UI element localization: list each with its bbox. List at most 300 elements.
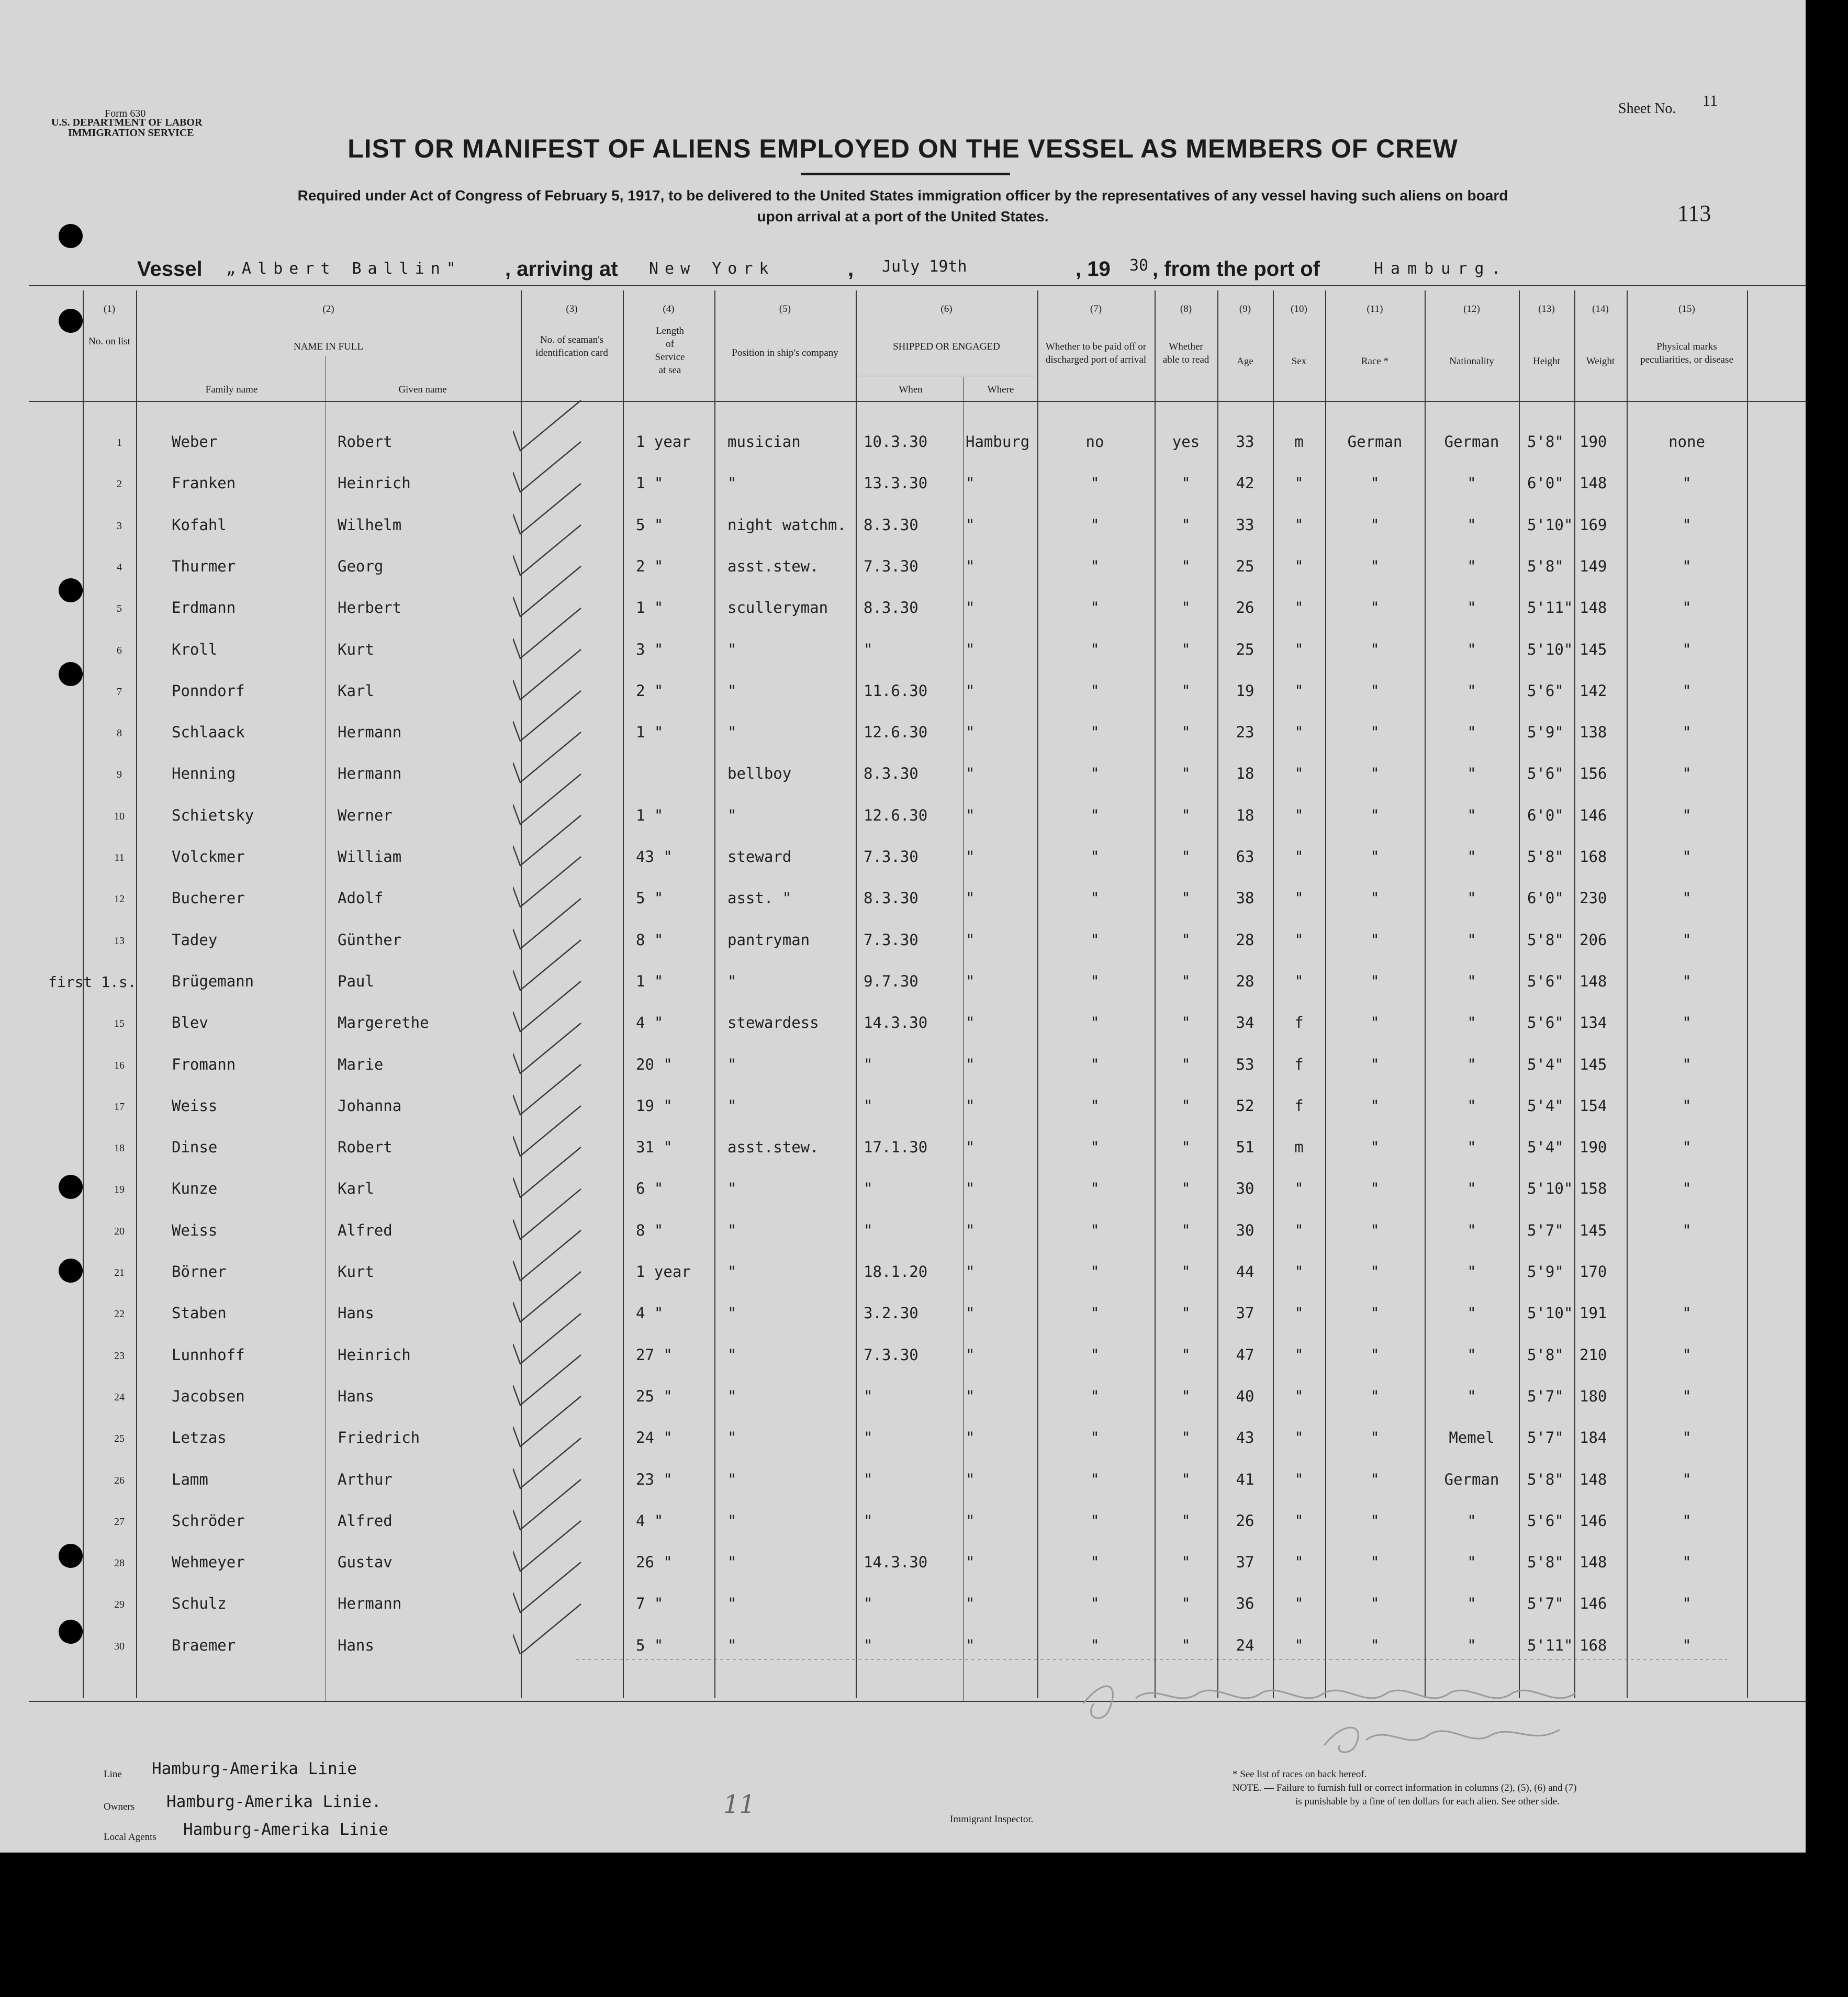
inspector-label: Immigrant Inspector.: [950, 1814, 1034, 1825]
cell-height: 5'7": [1527, 1595, 1564, 1612]
cell-given: Hans: [338, 1304, 374, 1322]
cell-paid: ": [1090, 1097, 1100, 1115]
cell-weight: 170: [1580, 1263, 1607, 1281]
cell-nationality: ": [1467, 557, 1476, 575]
cell-nationality: ": [1467, 1014, 1476, 1031]
cell-race: ": [1370, 1056, 1380, 1073]
column-divider: [136, 290, 137, 1698]
cell-height: 5'9": [1527, 723, 1564, 741]
cell-race: ": [1370, 1221, 1380, 1239]
col-num: (2): [322, 304, 334, 315]
cell-height: 5'7": [1527, 1429, 1564, 1446]
cell-given: Hermann: [338, 723, 402, 741]
cell-height: 5'8": [1527, 433, 1564, 451]
check-stroke: [513, 940, 581, 990]
cell-read: ": [1181, 557, 1191, 575]
cell-weight: 154: [1580, 1097, 1607, 1115]
cell-given: Werner: [338, 806, 393, 824]
cell-height: 5'8": [1527, 1346, 1564, 1364]
cell-marks: ": [1682, 848, 1692, 866]
column-divider: [83, 290, 84, 1698]
cell-position: ": [727, 1263, 737, 1281]
cell-nationality: ": [1467, 723, 1476, 741]
cell-read: ": [1181, 1387, 1191, 1405]
cell-where: ": [966, 1221, 975, 1239]
row-number: 25: [114, 1433, 125, 1444]
cell-height: 5'10": [1527, 516, 1573, 534]
column-divider: [714, 290, 715, 1698]
punch-hole: [59, 1544, 83, 1568]
cell-age: 47: [1236, 1346, 1255, 1364]
cell-family: Schlaack: [172, 723, 245, 741]
cell-given: Hans: [338, 1636, 374, 1654]
cell-where: ": [966, 474, 975, 492]
cell-race: ": [1370, 1138, 1380, 1156]
cell-family: Staben: [172, 1304, 227, 1322]
cell-marks: none: [1668, 433, 1705, 451]
cell-height: 5'7": [1527, 1387, 1564, 1405]
cell-nationality: ": [1467, 599, 1476, 616]
cell-read: ": [1181, 474, 1191, 492]
cell-height: 6'0": [1527, 474, 1564, 492]
row-number: 11: [114, 852, 125, 863]
cell-weight: 169: [1580, 516, 1607, 534]
cell-race: ": [1370, 848, 1380, 866]
row-number: 27: [114, 1516, 125, 1528]
cell-paid: ": [1090, 889, 1100, 907]
cell-where: ": [966, 1512, 975, 1530]
requirement-text-1: Required under Act of Congress of February 5, 1917, to be delivered to the United States immigration officer by the representatives of any vessel having such aliens on board: [297, 187, 1508, 204]
cell-position: ": [727, 1471, 737, 1488]
cell-position: ": [727, 1097, 737, 1115]
col-header-sex: Sex: [1291, 356, 1307, 367]
cell-family: Jacobsen: [172, 1387, 245, 1405]
cell-weight: 191: [1580, 1304, 1607, 1322]
cell-paid: ": [1090, 1180, 1100, 1197]
row-number: 6: [117, 645, 122, 656]
cell-marks: ": [1682, 641, 1692, 658]
cell-age: 24: [1236, 1636, 1255, 1654]
department-name: U.S. DEPARTMENT OF LABOR: [51, 117, 203, 128]
cell-family: Kroll: [172, 641, 218, 658]
check-stroke: [513, 484, 581, 534]
col-num: (10): [1291, 304, 1307, 315]
check-stroke: [513, 815, 581, 866]
cell-marks: ": [1682, 1221, 1692, 1239]
cell-sex: ": [1294, 1471, 1304, 1488]
col-header-family: Family name: [205, 384, 258, 395]
cell-sex: ": [1294, 1553, 1304, 1571]
cell-marks: ": [1682, 1346, 1692, 1364]
cell-weight: 206: [1580, 931, 1607, 949]
col-header-where: Where: [987, 384, 1014, 395]
cell-age: 37: [1236, 1553, 1255, 1571]
cell-nationality: ": [1467, 516, 1476, 534]
penalty-note-2: is punishable by a fine of ten dollars for each alien. See other side.: [1295, 1796, 1560, 1807]
vessel-name: „Albert Ballin": [226, 260, 462, 278]
cell-marks: ": [1682, 1180, 1692, 1197]
cell-where: ": [966, 1138, 975, 1156]
check-stroke: [513, 1438, 581, 1488]
col-num: (5): [779, 304, 791, 315]
cell-weight: 148: [1580, 474, 1607, 492]
cell-when: 8.3.30: [864, 516, 919, 534]
row-number: 26: [114, 1475, 125, 1486]
col-num: (12): [1463, 304, 1480, 315]
col-header-height: Height: [1533, 356, 1560, 367]
cell-position: ": [727, 723, 737, 741]
cell-read: ": [1181, 1014, 1191, 1031]
cell-marks: ": [1682, 1304, 1692, 1322]
cell-race: ": [1370, 1346, 1380, 1364]
cell-given: Georg: [338, 557, 384, 575]
cell-nationality: ": [1467, 1180, 1476, 1197]
cell-read: ": [1181, 1263, 1191, 1281]
cell-when: 12.6.30: [864, 723, 928, 741]
cell-nationality: ": [1467, 1512, 1476, 1530]
cell-paid: ": [1090, 1429, 1100, 1446]
cell-position: ": [727, 474, 737, 492]
column-divider: [1627, 290, 1628, 1698]
cell-sex: m: [1294, 433, 1304, 451]
check-stroke: [513, 1106, 581, 1156]
cell-when: ": [864, 1097, 873, 1115]
cell-weight: 184: [1580, 1429, 1607, 1446]
cell-family: Tadey: [172, 931, 218, 949]
cell-service: 1 year: [636, 433, 691, 451]
cell-position: asst. ": [727, 889, 792, 907]
col-num: (14): [1592, 304, 1609, 315]
cell-paid: ": [1090, 1304, 1100, 1322]
cell-weight: 190: [1580, 1138, 1607, 1156]
cell-paid: ": [1090, 516, 1100, 534]
cell-where: ": [966, 641, 975, 658]
cell-marks: ": [1682, 1056, 1692, 1073]
check-stroke: [513, 1521, 581, 1571]
cell-where: ": [966, 931, 975, 949]
cell-family: Henning: [172, 765, 236, 782]
cell-family: Schietsky: [172, 806, 254, 824]
cell-where: ": [966, 848, 975, 866]
check-stroke: [513, 1189, 581, 1239]
column-divider: [856, 290, 857, 1698]
cell-given: Hermann: [338, 1595, 402, 1612]
cell-family: Brügemann: [172, 972, 254, 990]
cell-where: ": [966, 1429, 975, 1446]
col-header-weight: Weight: [1586, 356, 1615, 367]
cell-when: 12.6.30: [864, 806, 928, 824]
row-number: 21: [114, 1267, 125, 1278]
cell-given: Kurt: [338, 1263, 374, 1281]
row-number: 23: [114, 1350, 125, 1362]
cell-where: ": [966, 1595, 975, 1612]
cell-paid: ": [1090, 1595, 1100, 1612]
agents-label: Local Agents: [104, 1832, 156, 1843]
cell-sex: ": [1294, 1387, 1304, 1405]
cell-weight: 145: [1580, 641, 1607, 658]
cell-given: Karl: [338, 682, 374, 700]
cell-when: 14.3.30: [864, 1014, 928, 1031]
cell-given: Gustav: [338, 1553, 393, 1571]
cell-position: bellboy: [727, 765, 792, 782]
cell-position: ": [727, 1553, 737, 1571]
cell-given: Marie: [338, 1056, 384, 1073]
cell-age: 25: [1236, 557, 1255, 575]
cell-given: Kurt: [338, 641, 374, 658]
cell-family: Franken: [172, 474, 236, 492]
cell-service: 2 ": [636, 682, 664, 700]
cell-when: 7.3.30: [864, 848, 919, 866]
line-label: Line: [104, 1769, 122, 1780]
cell-where: ": [966, 972, 975, 990]
cell-service: 23 ": [636, 1471, 673, 1488]
cell-nationality: ": [1467, 1221, 1476, 1239]
cell-when: 17.1.30: [864, 1138, 928, 1156]
cell-marks: ": [1682, 972, 1692, 990]
cell-marks: ": [1682, 1553, 1692, 1571]
cell-where: ": [966, 1387, 975, 1405]
cell-service: 4 ": [636, 1304, 664, 1322]
row-number: 5: [117, 603, 122, 614]
arrival-port: New York: [649, 260, 775, 278]
col-header-service: Length of Service at sea: [655, 326, 685, 376]
cell-nationality: ": [1467, 931, 1476, 949]
cell-sex: ": [1294, 1429, 1304, 1446]
cell-position: ": [727, 1512, 737, 1530]
check-stroke: [513, 1562, 581, 1612]
cell-read: ": [1181, 972, 1191, 990]
check-stroke: [513, 608, 581, 658]
cell-race: ": [1370, 972, 1380, 990]
cell-family: Schulz: [172, 1595, 227, 1612]
cell-weight: 156: [1580, 765, 1607, 782]
check-stroke: [513, 1147, 581, 1197]
cell-race: ": [1370, 516, 1380, 534]
cell-race: ": [1370, 1180, 1380, 1197]
cell-service: 27 ": [636, 1346, 673, 1364]
cell-sex: f: [1294, 1014, 1304, 1031]
agents-value: Hamburg-Amerika Linie: [183, 1820, 388, 1839]
cell-position: musician: [727, 433, 801, 451]
cell-given: Günther: [338, 931, 402, 949]
cell-age: 30: [1236, 1221, 1255, 1239]
cell-age: 34: [1236, 1014, 1255, 1031]
check-stroke: [513, 1396, 581, 1446]
cell-position: ": [727, 682, 737, 700]
owners-value: Hamburg-Amerika Linie.: [166, 1792, 382, 1811]
cell-when: ": [864, 1595, 873, 1612]
penalty-note-1: NOTE. — Failure to furnish full or correct information in columns (2), (5), (6) and (7): [1233, 1782, 1577, 1793]
service-name: IMMIGRATION SERVICE: [68, 127, 194, 139]
cell-read: ": [1181, 1097, 1191, 1115]
cell-age: 53: [1236, 1056, 1255, 1073]
cell-read: ": [1181, 599, 1191, 616]
punch-hole: [59, 1620, 83, 1644]
punch-hole: [59, 578, 83, 602]
cell-marks: ": [1682, 889, 1692, 907]
cell-family: Volckmer: [172, 848, 245, 866]
cell-paid: ": [1090, 1014, 1100, 1031]
cell-weight: 148: [1580, 972, 1607, 990]
cell-when: 14.3.30: [864, 1553, 928, 1571]
cell-position: steward: [727, 848, 792, 866]
cell-position: ": [727, 1056, 737, 1073]
cell-read: yes: [1172, 433, 1200, 451]
cell-age: 19: [1236, 682, 1255, 700]
check-stroke: [513, 400, 581, 451]
col-header-when: When: [899, 384, 923, 395]
cell-nationality: German: [1444, 1471, 1499, 1488]
cell-nationality: ": [1467, 1553, 1476, 1571]
cell-height: 6'0": [1527, 806, 1564, 824]
cell-service: 19 ": [636, 1097, 673, 1115]
cell-age: 43: [1236, 1429, 1255, 1446]
check-stroke: [513, 525, 581, 575]
cell-weight: 146: [1580, 806, 1607, 824]
cell-marks: ": [1682, 931, 1692, 949]
cell-paid: ": [1090, 806, 1100, 824]
cell-sex: ": [1294, 641, 1304, 658]
cell-when: 10.3.30: [864, 433, 928, 451]
cell-nationality: ": [1467, 1387, 1476, 1405]
cell-read: ": [1181, 1636, 1191, 1654]
cell-where: ": [966, 1471, 975, 1488]
cell-where: ": [966, 1056, 975, 1073]
cell-family: Letzas: [172, 1429, 227, 1446]
cell-read: ": [1181, 1056, 1191, 1073]
cell-position: asst.stew.: [727, 557, 819, 575]
cell-sex: ": [1294, 1512, 1304, 1530]
cell-service: 2 ": [636, 557, 664, 575]
header-bottom-border: [29, 401, 1806, 402]
punch-hole: [59, 662, 83, 686]
cell-read: ": [1181, 682, 1191, 700]
col-header-age: Age: [1237, 356, 1253, 367]
form-number: Form 630: [105, 108, 146, 119]
column-divider: [1037, 290, 1038, 1698]
cell-age: 28: [1236, 931, 1255, 949]
check-stroke: [513, 1355, 581, 1405]
cell-service: 6 ": [636, 1180, 664, 1197]
arriving-label: , arriving at: [505, 257, 618, 281]
cell-given: Margerethe: [338, 1014, 429, 1031]
cell-weight: 168: [1580, 848, 1607, 866]
cell-age: 37: [1236, 1304, 1255, 1322]
cell-weight: 142: [1580, 682, 1607, 700]
col-header-shipped: SHIPPED OR ENGAGED: [893, 341, 1000, 352]
col-header-nationality: Nationality: [1449, 356, 1494, 367]
cell-read: ": [1181, 1346, 1191, 1364]
cell-where: ": [966, 889, 975, 907]
cell-paid: ": [1090, 1512, 1100, 1530]
cell-weight: 146: [1580, 1595, 1607, 1612]
cell-when: ": [864, 1056, 873, 1073]
comma: ,: [848, 257, 854, 281]
cell-where: ": [966, 1180, 975, 1197]
cell-weight: 145: [1580, 1221, 1607, 1239]
cell-height: 5'8": [1527, 931, 1564, 949]
cell-height: 5'4": [1527, 1056, 1564, 1073]
cell-age: 33: [1236, 433, 1255, 451]
cell-service: 1 ": [636, 474, 664, 492]
col-num: (15): [1678, 304, 1695, 315]
cell-paid: ": [1090, 1263, 1100, 1281]
cell-read: ": [1181, 1471, 1191, 1488]
col-num: (4): [663, 304, 675, 315]
cell-position: ": [727, 1304, 737, 1322]
cell-service: 25 ": [636, 1387, 673, 1405]
cell-position: ": [727, 972, 737, 990]
row-number: 18: [114, 1142, 125, 1154]
cell-marks: ": [1682, 516, 1692, 534]
cell-marks: ": [1682, 1097, 1692, 1115]
cell-age: 18: [1236, 765, 1255, 782]
cell-weight: 138: [1580, 723, 1607, 741]
cell-paid: ": [1090, 1471, 1100, 1488]
cell-sex: ": [1294, 723, 1304, 741]
cell-service: 1 ": [636, 806, 664, 824]
cell-weight: 148: [1580, 1553, 1607, 1571]
cell-paid: ": [1090, 1553, 1100, 1571]
cell-given: Johanna: [338, 1097, 402, 1115]
cell-where: Hamburg: [966, 433, 1030, 451]
col-header-given: Given name: [398, 384, 447, 395]
cell-age: 36: [1236, 1595, 1255, 1612]
cell-height: 5'8": [1527, 848, 1564, 866]
cell-given: Herbert: [338, 599, 402, 616]
cell-race: ": [1370, 1553, 1380, 1571]
vessel-label: Vessel: [137, 257, 203, 281]
col-header-position: Position in ship's company: [732, 347, 838, 358]
cell-read: ": [1181, 1138, 1191, 1156]
cell-paid: ": [1090, 1636, 1100, 1654]
cell-race: ": [1370, 1387, 1380, 1405]
check-stroke: [513, 1230, 581, 1281]
cell-age: 52: [1236, 1097, 1255, 1115]
row-number: 13: [114, 935, 125, 947]
cell-where: ": [966, 1263, 975, 1281]
cell-age: 33: [1236, 516, 1255, 534]
cell-race: ": [1370, 931, 1380, 949]
cell-nationality: ": [1467, 1097, 1476, 1115]
cell-service: 8 ": [636, 1221, 664, 1239]
cell-nationality: ": [1467, 641, 1476, 658]
cell-race: ": [1370, 1263, 1380, 1281]
check-stroke: [513, 857, 581, 907]
cell-sex: f: [1294, 1056, 1304, 1073]
cell-where: ": [966, 599, 975, 616]
cell-sex: ": [1294, 848, 1304, 866]
cell-service: 5 ": [636, 516, 664, 534]
cell-paid: no: [1085, 433, 1104, 451]
cell-family: Wehmeyer: [172, 1553, 245, 1571]
checkmarks: [513, 398, 618, 1654]
cell-weight: 180: [1580, 1387, 1607, 1405]
col-num: (6): [940, 304, 953, 315]
cell-where: ": [966, 682, 975, 700]
col-num: (7): [1090, 304, 1102, 315]
check-stroke: [513, 1272, 581, 1322]
cell-paid: ": [1090, 474, 1100, 492]
cell-position: ": [727, 1221, 737, 1239]
cell-marks: ": [1682, 682, 1692, 700]
cell-given: Paul: [338, 972, 374, 990]
cell-where: ": [966, 1553, 975, 1571]
cell-marks: ": [1682, 1138, 1692, 1156]
cell-age: 42: [1236, 474, 1255, 492]
cell-weight: 168: [1580, 1636, 1607, 1654]
cell-marks: ": [1682, 1512, 1692, 1530]
